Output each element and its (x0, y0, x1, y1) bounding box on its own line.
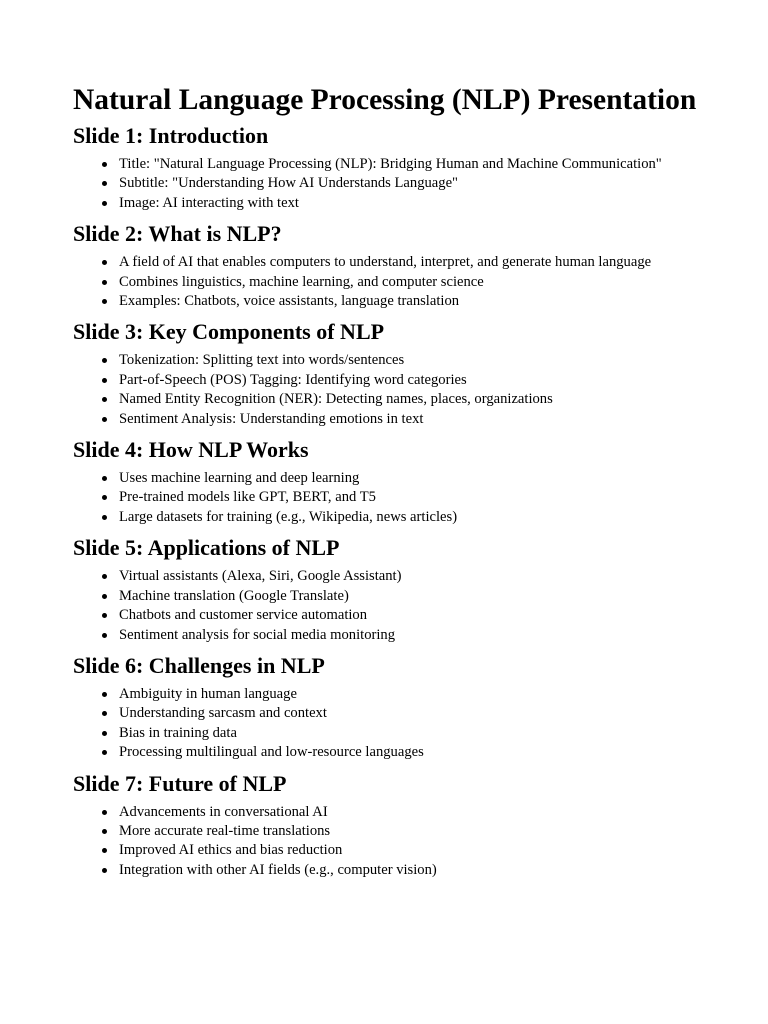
bullet-item: Image: AI interacting with text (119, 194, 728, 213)
bullet-item: Chatbots and customer service automation (119, 606, 728, 625)
bullet-item: Title: "Natural Language Processing (NLP): Bridging Human and Machine Communication" (119, 155, 728, 174)
bullet-item: Integration with other AI fields (e.g., computer vision) (119, 861, 728, 880)
bullet-item: Part-of-Speech (POS) Tagging: Identifying word categories (119, 371, 728, 390)
bullet-list (73, 803, 728, 881)
bullet-list (73, 567, 728, 645)
slide-heading: Slide 6: Challenges in NLP (73, 652, 325, 678)
slide-section-3 (73, 319, 728, 429)
slide-section-7 (73, 771, 728, 881)
slide-heading: Slide 5: Applications of NLP (73, 535, 340, 561)
bullet-item: Sentiment Analysis: Understanding emotions in text (119, 410, 728, 429)
bullet-item: Improved AI ethics and bias reduction (119, 841, 728, 860)
bullet-item: More accurate real-time translations (119, 822, 728, 841)
slide-section-6 (73, 653, 728, 763)
slide-heading: Slide 1: Introduction (73, 123, 269, 148)
slide-section-5 (73, 535, 728, 645)
bullet-item: Subtitle: "Understanding How AI Understands Language" (119, 174, 728, 193)
bullet-item: Uses machine learning and deep learning (119, 469, 728, 488)
bullet-item: Machine translation (Google Translate) (119, 587, 728, 606)
bullet-item: Understanding sarcasm and context (119, 704, 728, 723)
bullet-item: Examples: Chatbots, voice assistants, language translation (119, 292, 728, 311)
slide-heading: Slide 2: What is NLP? (73, 221, 282, 247)
bullet-list (73, 469, 728, 527)
slide-section-2 (73, 221, 728, 311)
bullet-item: Advancements in conversational AI (119, 803, 728, 822)
bullet-item: Named Entity Recognition (NER): Detecting names, places, organizations (119, 390, 728, 409)
bullet-item: Virtual assistants (Alexa, Siri, Google Assistant) (119, 567, 728, 586)
bullet-list (73, 685, 728, 763)
bullet-item: Ambiguity in human language (119, 685, 728, 704)
bullet-item: Sentiment analysis for social media monitoring (119, 626, 728, 645)
bullet-item: Bias in training data (119, 724, 728, 743)
bullet-item: Large datasets for training (e.g., Wikipedia, news articles) (119, 508, 728, 527)
slide-heading: Slide 3: Key Components of NLP (73, 319, 385, 345)
bullet-item: Tokenization: Splitting text into words/sentences (119, 351, 728, 370)
bullet-list (73, 253, 728, 311)
slide-heading: Slide 4: How NLP Works (73, 437, 309, 463)
bullet-item: Processing multilingual and low-resource languages (119, 743, 728, 762)
slide-section-4 (73, 437, 728, 527)
bullet-item: Pre-trained models like GPT, BERT, and T5 (119, 488, 728, 507)
document-title: Natural Language Processing (NLP) Presentation (73, 84, 697, 116)
bullet-list (73, 155, 728, 213)
bullet-item: Combines linguistics, machine learning, and computer science (119, 273, 728, 292)
bullet-item: A field of AI that enables computers to understand, interpret, and generate human language (119, 253, 728, 272)
slide-section-1 (73, 123, 728, 213)
slide-heading: Slide 7: Future of NLP (73, 770, 287, 796)
bullet-list (73, 351, 728, 429)
